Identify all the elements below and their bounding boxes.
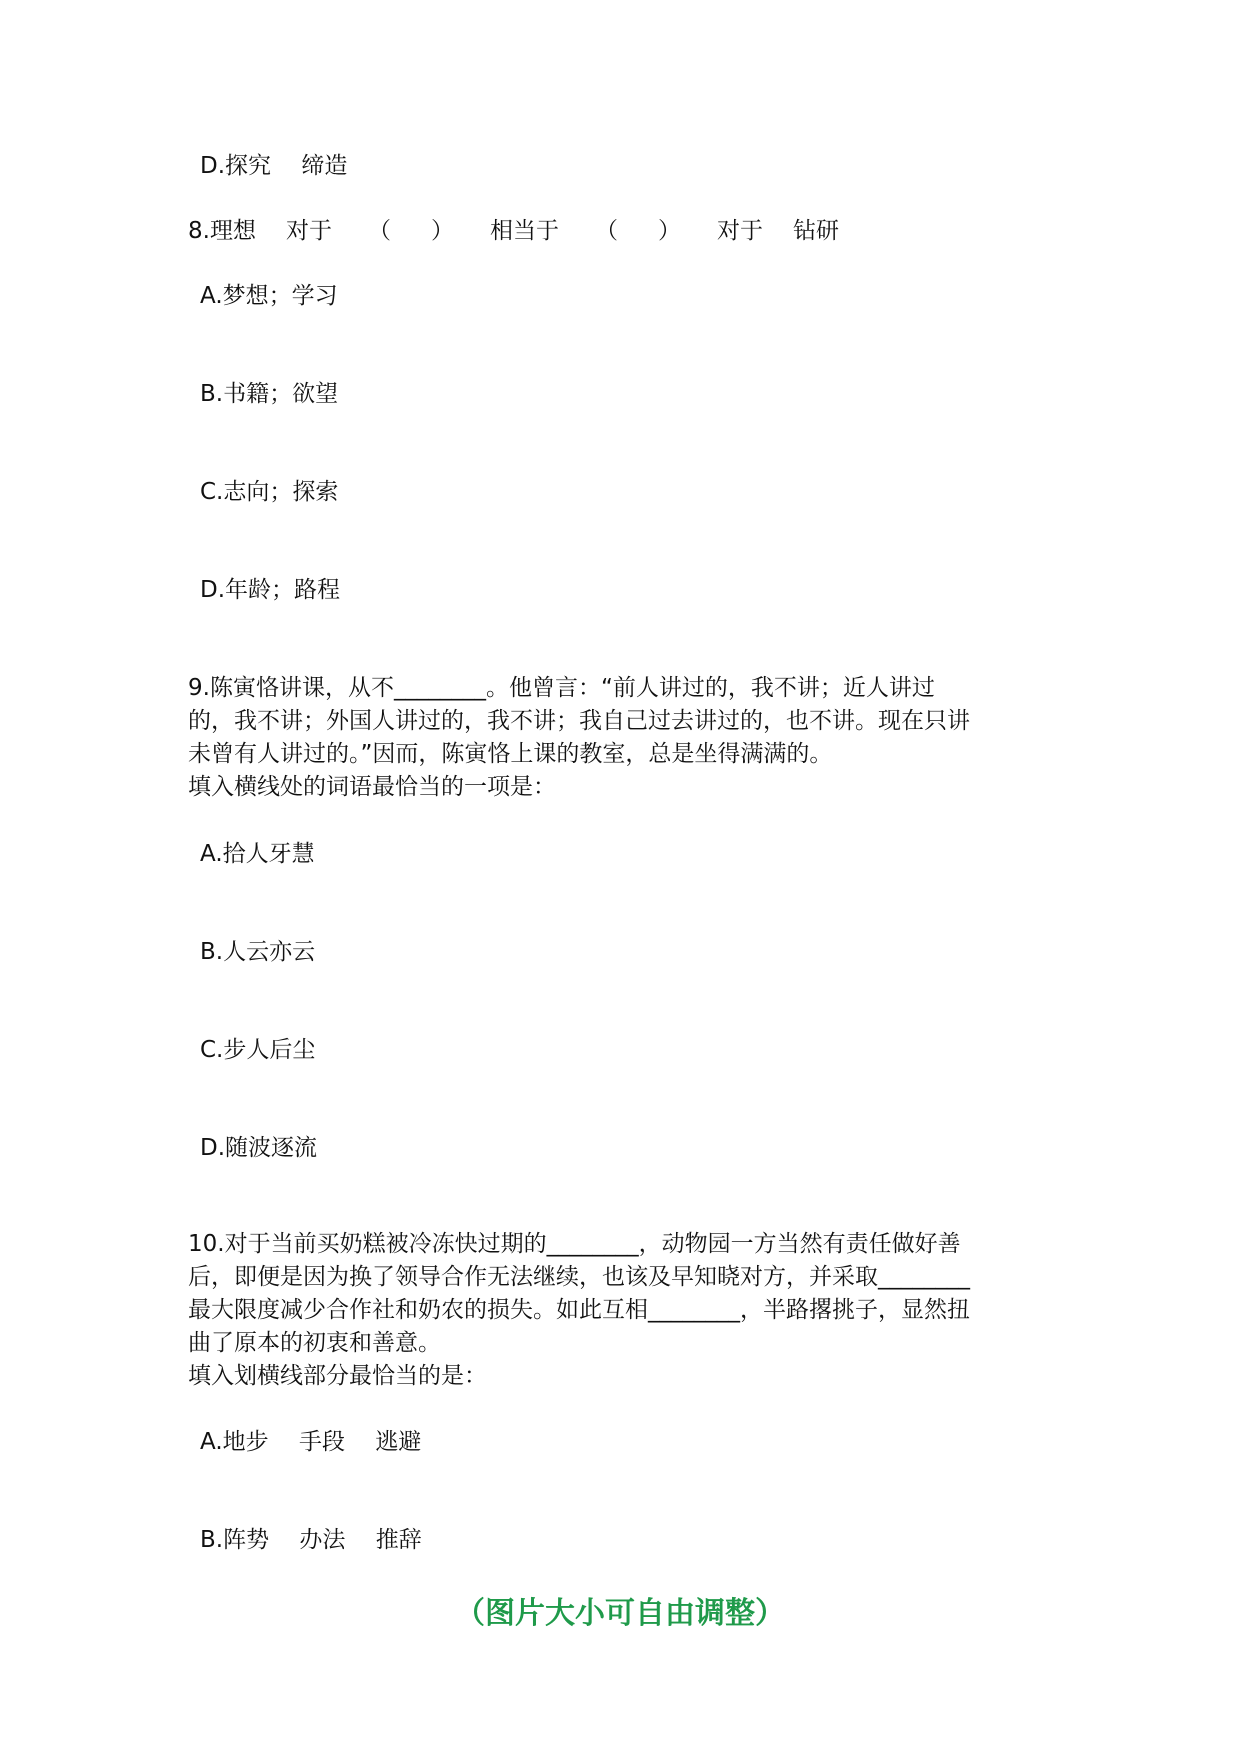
q9-stem-line: 的，我不讲；外国人讲过的，我不讲；我自己过去讲过的，也不讲。现在只讲 [188, 708, 970, 734]
q9-option-a: A.拾人牙慧 [200, 841, 315, 867]
q10-stem-line: 后，即便是因为换了领导合作无法继续，也该及早知晓对方，并采取________ [188, 1264, 970, 1290]
q10-option-a: A.地步 手段 逃避 [200, 1429, 422, 1455]
q8-stem-part: 钻研 [792, 218, 839, 244]
q10-stem [188, 1228, 1068, 1393]
q9-prompt: 填入横线处的词语最恰当的一项是： [188, 774, 556, 800]
q8-stem-part: （ [367, 218, 391, 244]
q8-stem-part: （ [594, 218, 618, 244]
q10-prompt: 填入划横线部分最恰当的是： [188, 1363, 487, 1389]
q9-option-b: B.人云亦云 [200, 939, 316, 965]
image-size-note: （图片大小可自由调整） [455, 1596, 785, 1631]
q8-option-a: A.梦想；学习 [200, 283, 338, 309]
q8-stem-part: 对于 [285, 218, 332, 244]
q9-stem [188, 672, 1068, 804]
q8-option-c: C.志向；探索 [200, 479, 339, 505]
q7-option-d: D.探究 缔造 [200, 153, 348, 179]
q10-stem-line: 10.对于当前买奶糕被冷冻快过期的________，动物园一方当然有责任做好善 [188, 1231, 961, 1257]
q8-stem-part: 8.理想 [188, 218, 256, 244]
q8-stem [188, 215, 839, 248]
q10-stem-line: 曲了原本的初衷和善意。 [188, 1330, 441, 1356]
q8-stem-part: ） [657, 218, 681, 244]
q8-option-d: D.年龄；路程 [200, 577, 341, 603]
q9-option-c: C.步人后尘 [200, 1037, 316, 1063]
q9-stem-line: 未曾有人讲过的。”因而，陈寅恪上课的教室，总是坐得满满的。 [188, 741, 833, 767]
q9-stem-line: 9.陈寅恪讲课，从不________。他曾言：“前人讲过的，我不讲；近人讲过 [188, 675, 935, 701]
q10-stem-line: 最大限度减少合作社和奶农的损失。如此互相________，半路撂挑子，显然扭 [188, 1297, 970, 1323]
q8-stem-part: ） [430, 218, 454, 244]
q10-option-b: B.阵势 办法 推辞 [200, 1527, 422, 1553]
q8-option-b: B.书籍；欲望 [200, 381, 339, 407]
q8-stem-part: 对于 [716, 218, 763, 244]
q8-stem-part: 相当于 [489, 218, 559, 244]
q9-option-d: D.随波逐流 [200, 1135, 318, 1161]
